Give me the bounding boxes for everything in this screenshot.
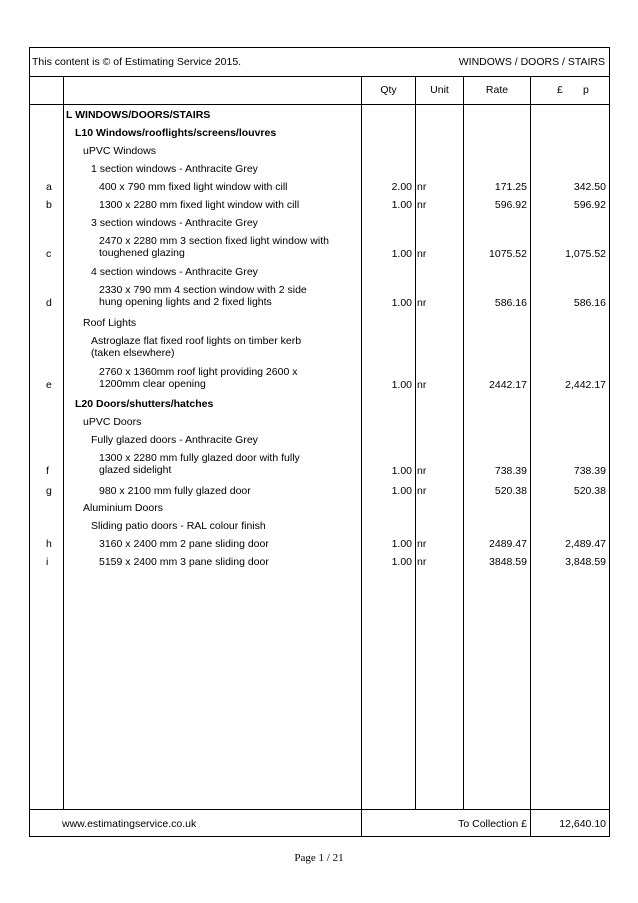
section-title: WINDOWS / DOORS / STAIRS bbox=[458, 56, 605, 68]
col-header-rate: Rate bbox=[485, 84, 509, 96]
item-ref: e bbox=[46, 379, 52, 391]
item-rate: 596.92 bbox=[494, 199, 527, 211]
item-group-heading: 3 section windows - Anthracite Grey bbox=[91, 217, 258, 229]
item-ref: a bbox=[46, 181, 52, 193]
item-description: 2760 x 1360mm roof light providing 2600 x 1200mm clear opening bbox=[99, 366, 298, 390]
col-header-pence: p bbox=[583, 84, 589, 96]
item-ref: h bbox=[46, 538, 52, 550]
group-heading: uPVC Windows bbox=[83, 145, 156, 157]
item-qty: 1.00 bbox=[391, 556, 412, 568]
item-unit: nr bbox=[417, 248, 427, 260]
website-link: www.estimatingservice.co.uk bbox=[62, 818, 197, 830]
item-unit: nr bbox=[417, 538, 427, 550]
header-divider bbox=[29, 76, 610, 77]
item-qty: 1.00 bbox=[391, 248, 412, 260]
frame-bottom bbox=[29, 836, 610, 837]
item-unit: nr bbox=[417, 181, 427, 193]
item-ref: c bbox=[46, 248, 52, 260]
item-group-heading: 1 section windows - Anthracite Grey bbox=[91, 163, 258, 175]
column-header-divider bbox=[29, 104, 610, 105]
item-description: 1300 x 2280 mm fully glazed door with fully glazed sidelight bbox=[99, 452, 300, 476]
item-unit: nr bbox=[417, 199, 427, 211]
col-header-qty: Qty bbox=[380, 84, 397, 96]
item-description: 400 x 790 mm fixed light window with cill bbox=[99, 181, 288, 193]
item-unit: nr bbox=[417, 297, 427, 309]
item-ref: d bbox=[46, 297, 52, 309]
item-rate: 2489.47 bbox=[489, 538, 527, 550]
item-ref: i bbox=[46, 556, 49, 568]
item-unit: nr bbox=[417, 556, 427, 568]
section-heading: L WINDOWS/DOORS/STAIRS bbox=[66, 109, 211, 121]
item-rate: 3848.59 bbox=[489, 556, 527, 568]
item-rate: 738.39 bbox=[494, 465, 527, 477]
item-description: 5159 x 2400 mm 3 pane sliding door bbox=[99, 556, 269, 568]
copyright-notice: This content is © of Estimating Service 2015. bbox=[32, 56, 242, 68]
item-description: 3160 x 2400 mm 2 pane sliding door bbox=[99, 538, 269, 550]
item-rate: 520.38 bbox=[494, 485, 527, 497]
item-ref: b bbox=[46, 199, 52, 211]
subsection-heading: L20 Doors/shutters/hatches bbox=[75, 398, 214, 410]
item-amount: 3,848.59 bbox=[565, 556, 606, 568]
frame-top bbox=[29, 47, 610, 48]
col-ref-divider bbox=[63, 76, 64, 809]
item-rate: 1075.52 bbox=[489, 248, 527, 260]
item-ref: f bbox=[46, 465, 49, 477]
item-qty: 1.00 bbox=[391, 199, 412, 211]
item-qty: 1.00 bbox=[391, 379, 412, 391]
item-unit: nr bbox=[417, 485, 427, 497]
item-group-heading: Sliding patio doors - RAL colour finish bbox=[91, 520, 266, 532]
item-description: 2470 x 2280 mm 3 section fixed light window with toughened glazing bbox=[99, 235, 329, 259]
item-qty: 1.00 bbox=[391, 297, 412, 309]
item-group-heading: 4 section windows - Anthracite Grey bbox=[91, 266, 258, 278]
item-qty: 1.00 bbox=[391, 465, 412, 477]
group-heading: uPVC Doors bbox=[83, 416, 142, 428]
page-number: Page 1 / 21 bbox=[294, 852, 344, 864]
item-description: 2330 x 790 mm 4 section window with 2 side hung opening lights and 2 fixed lights bbox=[99, 284, 307, 308]
item-amount: 520.38 bbox=[573, 485, 606, 497]
item-rate: 2442.17 bbox=[489, 379, 527, 391]
col-header-pound: £ bbox=[557, 84, 563, 96]
item-amount: 2,442.17 bbox=[565, 379, 606, 391]
group-heading: Aluminium Doors bbox=[83, 502, 163, 514]
item-amount: 586.16 bbox=[573, 297, 606, 309]
col-header-unit: Unit bbox=[430, 84, 449, 96]
item-amount: 596.92 bbox=[573, 199, 606, 211]
item-amount: 738.39 bbox=[573, 465, 606, 477]
item-qty: 2.00 bbox=[391, 181, 412, 193]
item-ref: g bbox=[46, 485, 52, 497]
item-qty: 1.00 bbox=[391, 485, 412, 497]
item-qty: 1.00 bbox=[391, 538, 412, 550]
item-group-heading: Astroglaze flat fixed roof lights on timber kerb (taken elsewhere) bbox=[91, 335, 302, 359]
frame-left bbox=[29, 47, 30, 837]
frame-right bbox=[609, 47, 610, 837]
collection-total: 12,640.10 bbox=[559, 818, 606, 830]
footer-divider bbox=[29, 809, 610, 810]
collection-label: To Collection £ bbox=[458, 818, 527, 830]
item-description: 980 x 2100 mm fully glazed door bbox=[99, 485, 251, 497]
item-amount: 1,075.52 bbox=[565, 248, 606, 260]
item-amount: 342.50 bbox=[573, 181, 606, 193]
item-group-heading: Fully glazed doors - Anthracite Grey bbox=[91, 434, 258, 446]
item-unit: nr bbox=[417, 379, 427, 391]
col-qty-divider bbox=[415, 76, 416, 809]
item-rate: 586.16 bbox=[494, 297, 527, 309]
item-unit: nr bbox=[417, 465, 427, 477]
item-amount: 2,489.47 bbox=[565, 538, 606, 550]
group-heading: Roof Lights bbox=[83, 317, 137, 329]
subsection-heading: L10 Windows/rooflights/screens/louvres bbox=[75, 127, 277, 139]
item-description: 1300 x 2280 mm fixed light window with cill bbox=[99, 199, 300, 211]
item-rate: 171.25 bbox=[494, 181, 527, 193]
